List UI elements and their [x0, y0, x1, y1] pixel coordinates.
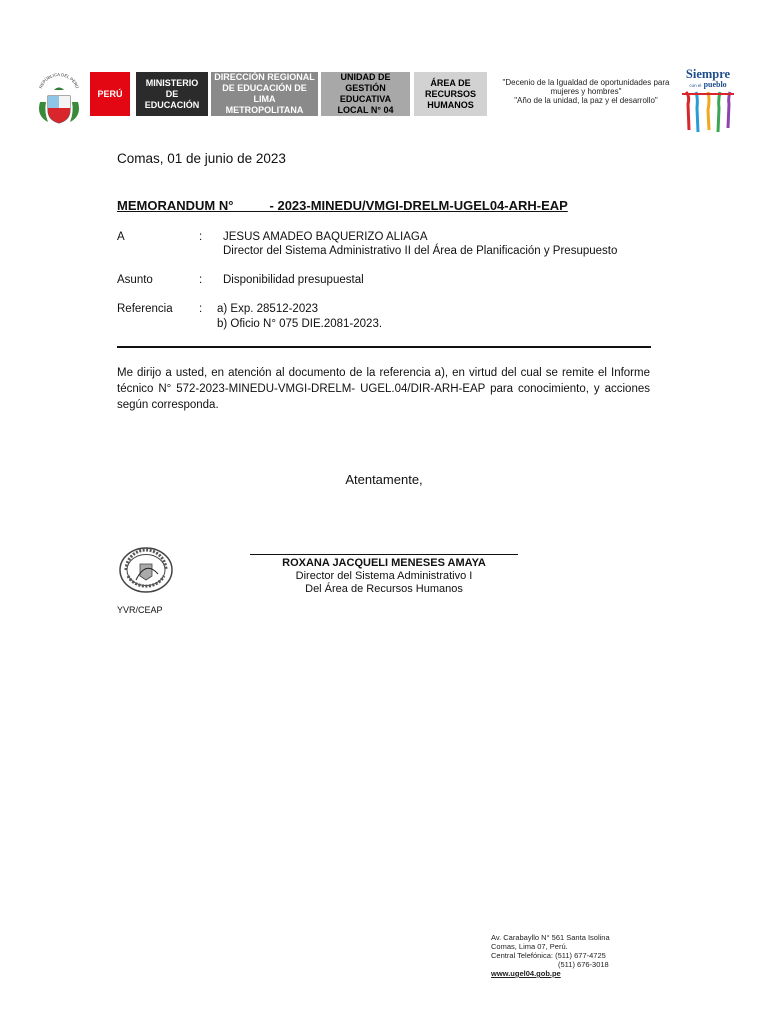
footer-line-1: Av. Carabayllo N° 561 Santa Isolina: [491, 933, 610, 942]
signatory-role-2: Del Área de Recursos Humanos: [305, 583, 463, 595]
document-date: Comas, 01 de junio de 2023: [117, 151, 286, 166]
to-label: A: [117, 231, 125, 243]
signatory-name: ROXANA JACQUELI MENESES AMAYA: [282, 557, 486, 569]
footer-address: [491, 933, 610, 978]
slogan-line-1: "Decenio de la Igualdad de oportunidades para mujeres y hombres": [502, 78, 670, 96]
closing-salutation: Atentamente,: [345, 472, 423, 487]
typist-initials: YVR/CEAP: [117, 605, 163, 615]
slogan-line-2: "Año de la unidad, la paz y el desarrollo": [514, 96, 658, 105]
header-slogan: [496, 78, 676, 105]
signature-line: [250, 554, 518, 555]
svg-text:REPÚBLICA DEL PERÚ: [38, 72, 80, 89]
crest-text: REPÚBLICA DEL PERÚ: [38, 72, 80, 90]
recipient-role: Director del Sistema Administrativo II del Área de Planificación y Presupuesto: [223, 245, 618, 257]
subject-label: Asunto: [117, 274, 153, 286]
header-regional-label: DIRECCIÓN REGIONAL DE EDUCACIÓN DE LIMA METROPOLITANA: [211, 72, 318, 116]
header-ugel-label: UNIDAD DE GESTIÓN EDUCATIVA LOCAL N° 04: [321, 72, 410, 116]
header-ministry-label: MINISTERIO DE EDUCACIÓN: [136, 72, 208, 116]
recipient-name: JESUS AMADEO BAQUERIZO ALIAGA: [223, 231, 428, 243]
memorandum-title: MEMORANDUM N° - 2023-MINEDU/VMGI-DRELM-UGEL04-ARH-EAP: [117, 198, 568, 213]
reference-b: b) Oficio N° 075 DIE.2081-2023.: [217, 318, 383, 330]
subject-value: Disponibilidad presupuestal: [223, 274, 364, 286]
reference-a: a) Exp. 28512-2023: [217, 303, 319, 315]
footer-line-3: Central Telefónica: (511) 677-4725: [491, 951, 606, 960]
header-area-label: ÁREA DE RECURSOS HUMANOS: [414, 72, 487, 116]
logo-text-small: con el: [689, 83, 702, 88]
footer-website-link[interactable]: www.ugel04.gob.pe: [491, 969, 561, 978]
footer-line-4: (511) 676-3018: [558, 960, 609, 969]
official-seal-icon: [118, 546, 174, 594]
to-colon: :: [199, 231, 203, 243]
logo-figures-icon: [680, 90, 736, 134]
logo-text-bottom: pueblo: [703, 80, 727, 89]
reference-colon: :: [199, 303, 203, 315]
section-divider: [117, 346, 651, 348]
logo-text-top: Siempre: [685, 67, 731, 81]
reference-label: Referencia: [117, 303, 173, 315]
signatory-role-1: Director del Sistema Administrativo I: [295, 570, 473, 582]
siempre-con-el-pueblo-logo: [680, 68, 736, 134]
memo-body: Me dirijo a usted, en atención al documento de la referencia a), en virtud del cual se remite el Informe técnico N° 572-2023-MINEDU-VMGI-DRELM- UGEL.04/DIR-ARH-EAP para conocimiento, y acciones según corresponda.: [117, 367, 650, 411]
header-peru-label: PERÚ: [90, 72, 130, 116]
footer-line-2: Comas, Lima 07, Perú.: [491, 942, 568, 951]
subject-colon: :: [199, 274, 203, 286]
peru-coat-of-arms-icon: [34, 72, 84, 128]
